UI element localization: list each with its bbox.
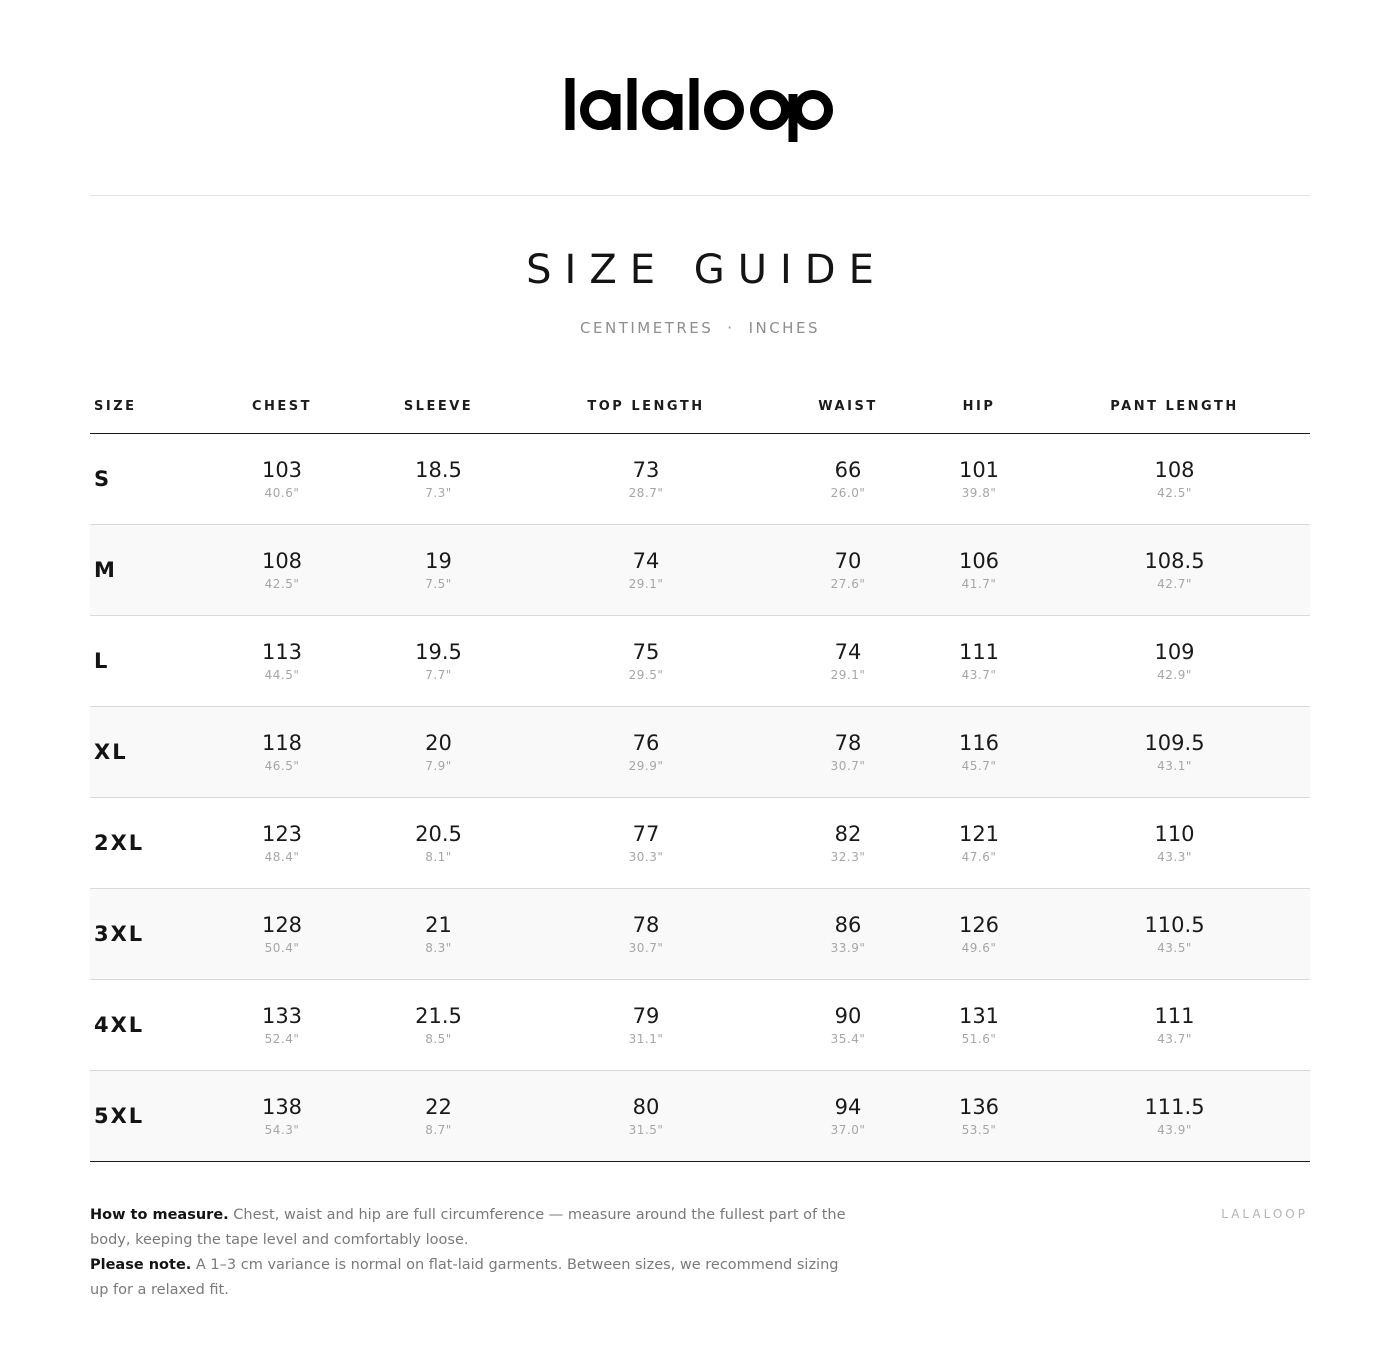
chest-cm-value: 113: [261, 639, 303, 664]
top-length-inch-value: 30.7": [628, 940, 664, 955]
pant-length-cm-value: 111.5: [1144, 1094, 1205, 1119]
cell-pant-length: [1039, 797, 1310, 888]
waist-cm-value: 66: [834, 457, 862, 482]
hip-cm-value: 116: [958, 730, 1000, 755]
brand-logo: [0, 62, 1400, 152]
size-label: 5XL: [90, 1070, 202, 1161]
sleeve-inch-value: 8.3": [425, 940, 452, 955]
size-label: M: [90, 524, 202, 615]
top-length-inch-value: 31.1": [628, 1031, 664, 1046]
size-table-body: [90, 433, 1310, 1161]
waist-cm-value: 74: [834, 639, 862, 664]
unit-centimetres-label: CENTIMETRES: [580, 319, 714, 337]
please-note-label: Please note.: [90, 1257, 192, 1273]
waist-inch-value: 35.4": [830, 1031, 866, 1046]
top-length-cm-value: 75: [632, 639, 660, 664]
pant-length-inch-value: 43.3": [1157, 849, 1192, 864]
chest-inch-value: 50.4": [264, 940, 300, 955]
top-length-cm-value: 77: [632, 821, 660, 846]
top-length-inch-value: 29.9": [628, 758, 664, 773]
cell-pant-length: [1039, 979, 1310, 1070]
please-note-text: A 1–3 cm variance is normal on flat-laid garments. Between sizes, we recommend sizing up for a relaxed fit.: [90, 1257, 839, 1298]
top-length-cm-value: 80: [632, 1094, 660, 1119]
how-to-measure-text: Chest, waist and hip are full circumference — measure around the fullest part of the body, keeping the tape level and comfortably loose.: [90, 1207, 846, 1248]
cell-top-length: [515, 1070, 777, 1161]
cell-hip: [919, 979, 1039, 1070]
cell-chest: [202, 433, 362, 524]
waist-inch-value: 29.1": [830, 667, 866, 682]
top-length-inch-value: 29.1": [628, 576, 664, 591]
cell-pant-length: [1039, 706, 1310, 797]
cell-hip: [919, 797, 1039, 888]
cell-chest: [202, 979, 362, 1070]
hip-inch-value: 43.7": [961, 667, 997, 682]
pant-length-cm-value: 109.5: [1144, 730, 1205, 755]
size-table: [90, 380, 1310, 1162]
top-length-inch-value: 28.7": [628, 485, 664, 500]
sleeve-cm-value: 21.5: [415, 1003, 462, 1028]
cell-sleeve: [362, 797, 515, 888]
pant-length-cm-value: 111: [1154, 1003, 1195, 1028]
chest-inch-value: 52.4": [264, 1031, 300, 1046]
size-label: 4XL: [90, 979, 202, 1070]
cell-sleeve: [362, 615, 515, 706]
cell-waist: [777, 1070, 919, 1161]
cell-sleeve: [362, 706, 515, 797]
top-length-cm-value: 79: [632, 1003, 660, 1028]
chest-cm-value: 118: [261, 730, 303, 755]
column-header-sleeve: SLEEVE: [362, 380, 515, 433]
waist-cm-value: 86: [834, 912, 862, 937]
unit-legend: [0, 318, 1400, 338]
cell-top-length: [515, 615, 777, 706]
cell-hip: [919, 888, 1039, 979]
chest-cm-value: 108: [261, 548, 303, 573]
cell-top-length: [515, 706, 777, 797]
measurement-notes: [90, 1203, 860, 1303]
sleeve-inch-value: 7.9": [425, 758, 452, 773]
hip-cm-value: 101: [958, 457, 1000, 482]
how-to-measure-label: How to measure.: [90, 1207, 229, 1223]
sleeve-inch-value: 8.5": [425, 1031, 452, 1046]
top-length-cm-value: 76: [632, 730, 660, 755]
how-to-measure-note: [90, 1203, 860, 1253]
footer-brand-mark: LALALOOP: [1221, 1207, 1308, 1221]
sleeve-inch-value: 8.7": [425, 1122, 452, 1137]
hip-inch-value: 49.6": [961, 940, 997, 955]
column-header-waist: WAIST: [777, 380, 919, 433]
table-row: [90, 797, 1310, 888]
table-row: [90, 524, 1310, 615]
cell-hip: [919, 615, 1039, 706]
sleeve-cm-value: 21: [425, 912, 452, 937]
waist-cm-value: 70: [834, 548, 862, 573]
sleeve-inch-value: 8.1": [425, 849, 452, 864]
pant-length-inch-value: 43.9": [1157, 1122, 1192, 1137]
cell-pant-length: [1039, 888, 1310, 979]
waist-cm-value: 94: [834, 1094, 862, 1119]
column-header-top-length: TOP LENGTH: [515, 380, 777, 433]
chest-cm-value: 103: [261, 457, 303, 482]
column-header-pant-length: PANT LENGTH: [1039, 380, 1310, 433]
pant-length-inch-value: 43.5": [1157, 940, 1192, 955]
hip-inch-value: 47.6": [961, 849, 997, 864]
unit-separator: ·: [727, 319, 735, 337]
chest-cm-value: 138: [261, 1094, 303, 1119]
cell-waist: [777, 888, 919, 979]
cell-waist: [777, 706, 919, 797]
waist-inch-value: 30.7": [830, 758, 866, 773]
top-length-inch-value: 30.3": [628, 849, 664, 864]
cell-sleeve: [362, 888, 515, 979]
hip-cm-value: 126: [958, 912, 1000, 937]
chest-cm-value: 133: [261, 1003, 303, 1028]
unit-inches-label: INCHES: [748, 319, 820, 337]
lalaloop-logo-icon: [565, 62, 835, 146]
pant-length-inch-value: 42.9": [1157, 667, 1192, 682]
table-row: [90, 1070, 1310, 1161]
cell-waist: [777, 615, 919, 706]
chest-inch-value: 48.4": [264, 849, 300, 864]
hip-cm-value: 111: [958, 639, 1000, 664]
pant-length-cm-value: 108: [1154, 457, 1195, 482]
size-label: S: [90, 433, 202, 524]
top-length-inch-value: 29.5": [628, 667, 664, 682]
chest-inch-value: 40.6": [264, 485, 300, 500]
column-header-chest: CHEST: [202, 380, 362, 433]
waist-inch-value: 37.0": [830, 1122, 866, 1137]
cell-sleeve: [362, 1070, 515, 1161]
cell-waist: [777, 797, 919, 888]
chest-inch-value: 44.5": [264, 667, 300, 682]
chest-inch-value: 42.5": [264, 576, 300, 591]
hip-cm-value: 136: [958, 1094, 1000, 1119]
waist-inch-value: 27.6": [830, 576, 866, 591]
cell-top-length: [515, 524, 777, 615]
table-row: [90, 615, 1310, 706]
top-length-cm-value: 78: [632, 912, 660, 937]
cell-pant-length: [1039, 1070, 1310, 1161]
waist-inch-value: 26.0": [830, 485, 866, 500]
waist-inch-value: 32.3": [830, 849, 866, 864]
pant-length-inch-value: 42.5": [1157, 485, 1192, 500]
pant-length-cm-value: 110: [1154, 821, 1195, 846]
hip-inch-value: 51.6": [961, 1031, 997, 1046]
cell-pant-length: [1039, 433, 1310, 524]
cell-waist: [777, 524, 919, 615]
pant-length-inch-value: 43.1": [1157, 758, 1192, 773]
please-note: [90, 1253, 860, 1303]
chest-inch-value: 46.5": [264, 758, 300, 773]
pant-length-cm-value: 109: [1154, 639, 1195, 664]
cell-sleeve: [362, 433, 515, 524]
hip-inch-value: 41.7": [961, 576, 997, 591]
cell-hip: [919, 433, 1039, 524]
sleeve-cm-value: 20: [425, 730, 452, 755]
cell-waist: [777, 433, 919, 524]
table-row: [90, 706, 1310, 797]
table-row: [90, 979, 1310, 1070]
cell-hip: [919, 706, 1039, 797]
hip-inch-value: 45.7": [961, 758, 997, 773]
top-length-inch-value: 31.5": [628, 1122, 664, 1137]
pant-length-cm-value: 110.5: [1144, 912, 1205, 937]
size-label: 2XL: [90, 797, 202, 888]
sleeve-cm-value: 19: [425, 548, 452, 573]
page-title: SIZE GUIDE: [526, 247, 887, 293]
table-row: [90, 888, 1310, 979]
cell-chest: [202, 797, 362, 888]
size-label: 3XL: [90, 888, 202, 979]
pant-length-inch-value: 42.7": [1157, 576, 1192, 591]
cell-pant-length: [1039, 524, 1310, 615]
hip-inch-value: 53.5": [961, 1122, 997, 1137]
sleeve-inch-value: 7.5": [425, 576, 452, 591]
cell-chest: [202, 888, 362, 979]
cell-chest: [202, 615, 362, 706]
header-divider: [90, 195, 1310, 196]
column-header-hip: HIP: [919, 380, 1039, 433]
cell-hip: [919, 524, 1039, 615]
sleeve-cm-value: 22: [425, 1094, 452, 1119]
cell-pant-length: [1039, 615, 1310, 706]
sleeve-cm-value: 19.5: [415, 639, 462, 664]
hip-cm-value: 106: [958, 548, 1000, 573]
hip-inch-value: 39.8": [961, 485, 997, 500]
sleeve-cm-value: 18.5: [415, 457, 462, 482]
pant-length-cm-value: 108.5: [1144, 548, 1205, 573]
cell-waist: [777, 979, 919, 1070]
column-header-size: SIZE: [90, 380, 202, 433]
sleeve-inch-value: 7.3": [425, 485, 452, 500]
chest-cm-value: 128: [261, 912, 303, 937]
waist-cm-value: 90: [834, 1003, 862, 1028]
table-row: [90, 433, 1310, 524]
sleeve-cm-value: 20.5: [415, 821, 462, 846]
hip-cm-value: 131: [958, 1003, 1000, 1028]
sleeve-inch-value: 7.7": [425, 667, 452, 682]
table-header-row: [90, 380, 1310, 433]
waist-inch-value: 33.9": [830, 940, 866, 955]
top-length-cm-value: 73: [632, 457, 660, 482]
top-length-cm-value: 74: [632, 548, 660, 573]
size-label: XL: [90, 706, 202, 797]
cell-sleeve: [362, 979, 515, 1070]
waist-cm-value: 82: [834, 821, 862, 846]
waist-cm-value: 78: [834, 730, 862, 755]
cell-hip: [919, 1070, 1039, 1161]
hip-cm-value: 121: [958, 821, 1000, 846]
size-label: L: [90, 615, 202, 706]
cell-top-length: [515, 433, 777, 524]
chest-inch-value: 54.3": [264, 1122, 300, 1137]
chest-cm-value: 123: [261, 821, 303, 846]
cell-sleeve: [362, 524, 515, 615]
cell-top-length: [515, 979, 777, 1070]
cell-top-length: [515, 888, 777, 979]
cell-chest: [202, 1070, 362, 1161]
cell-top-length: [515, 797, 777, 888]
pant-length-inch-value: 43.7": [1157, 1031, 1192, 1046]
cell-chest: [202, 706, 362, 797]
cell-chest: [202, 524, 362, 615]
